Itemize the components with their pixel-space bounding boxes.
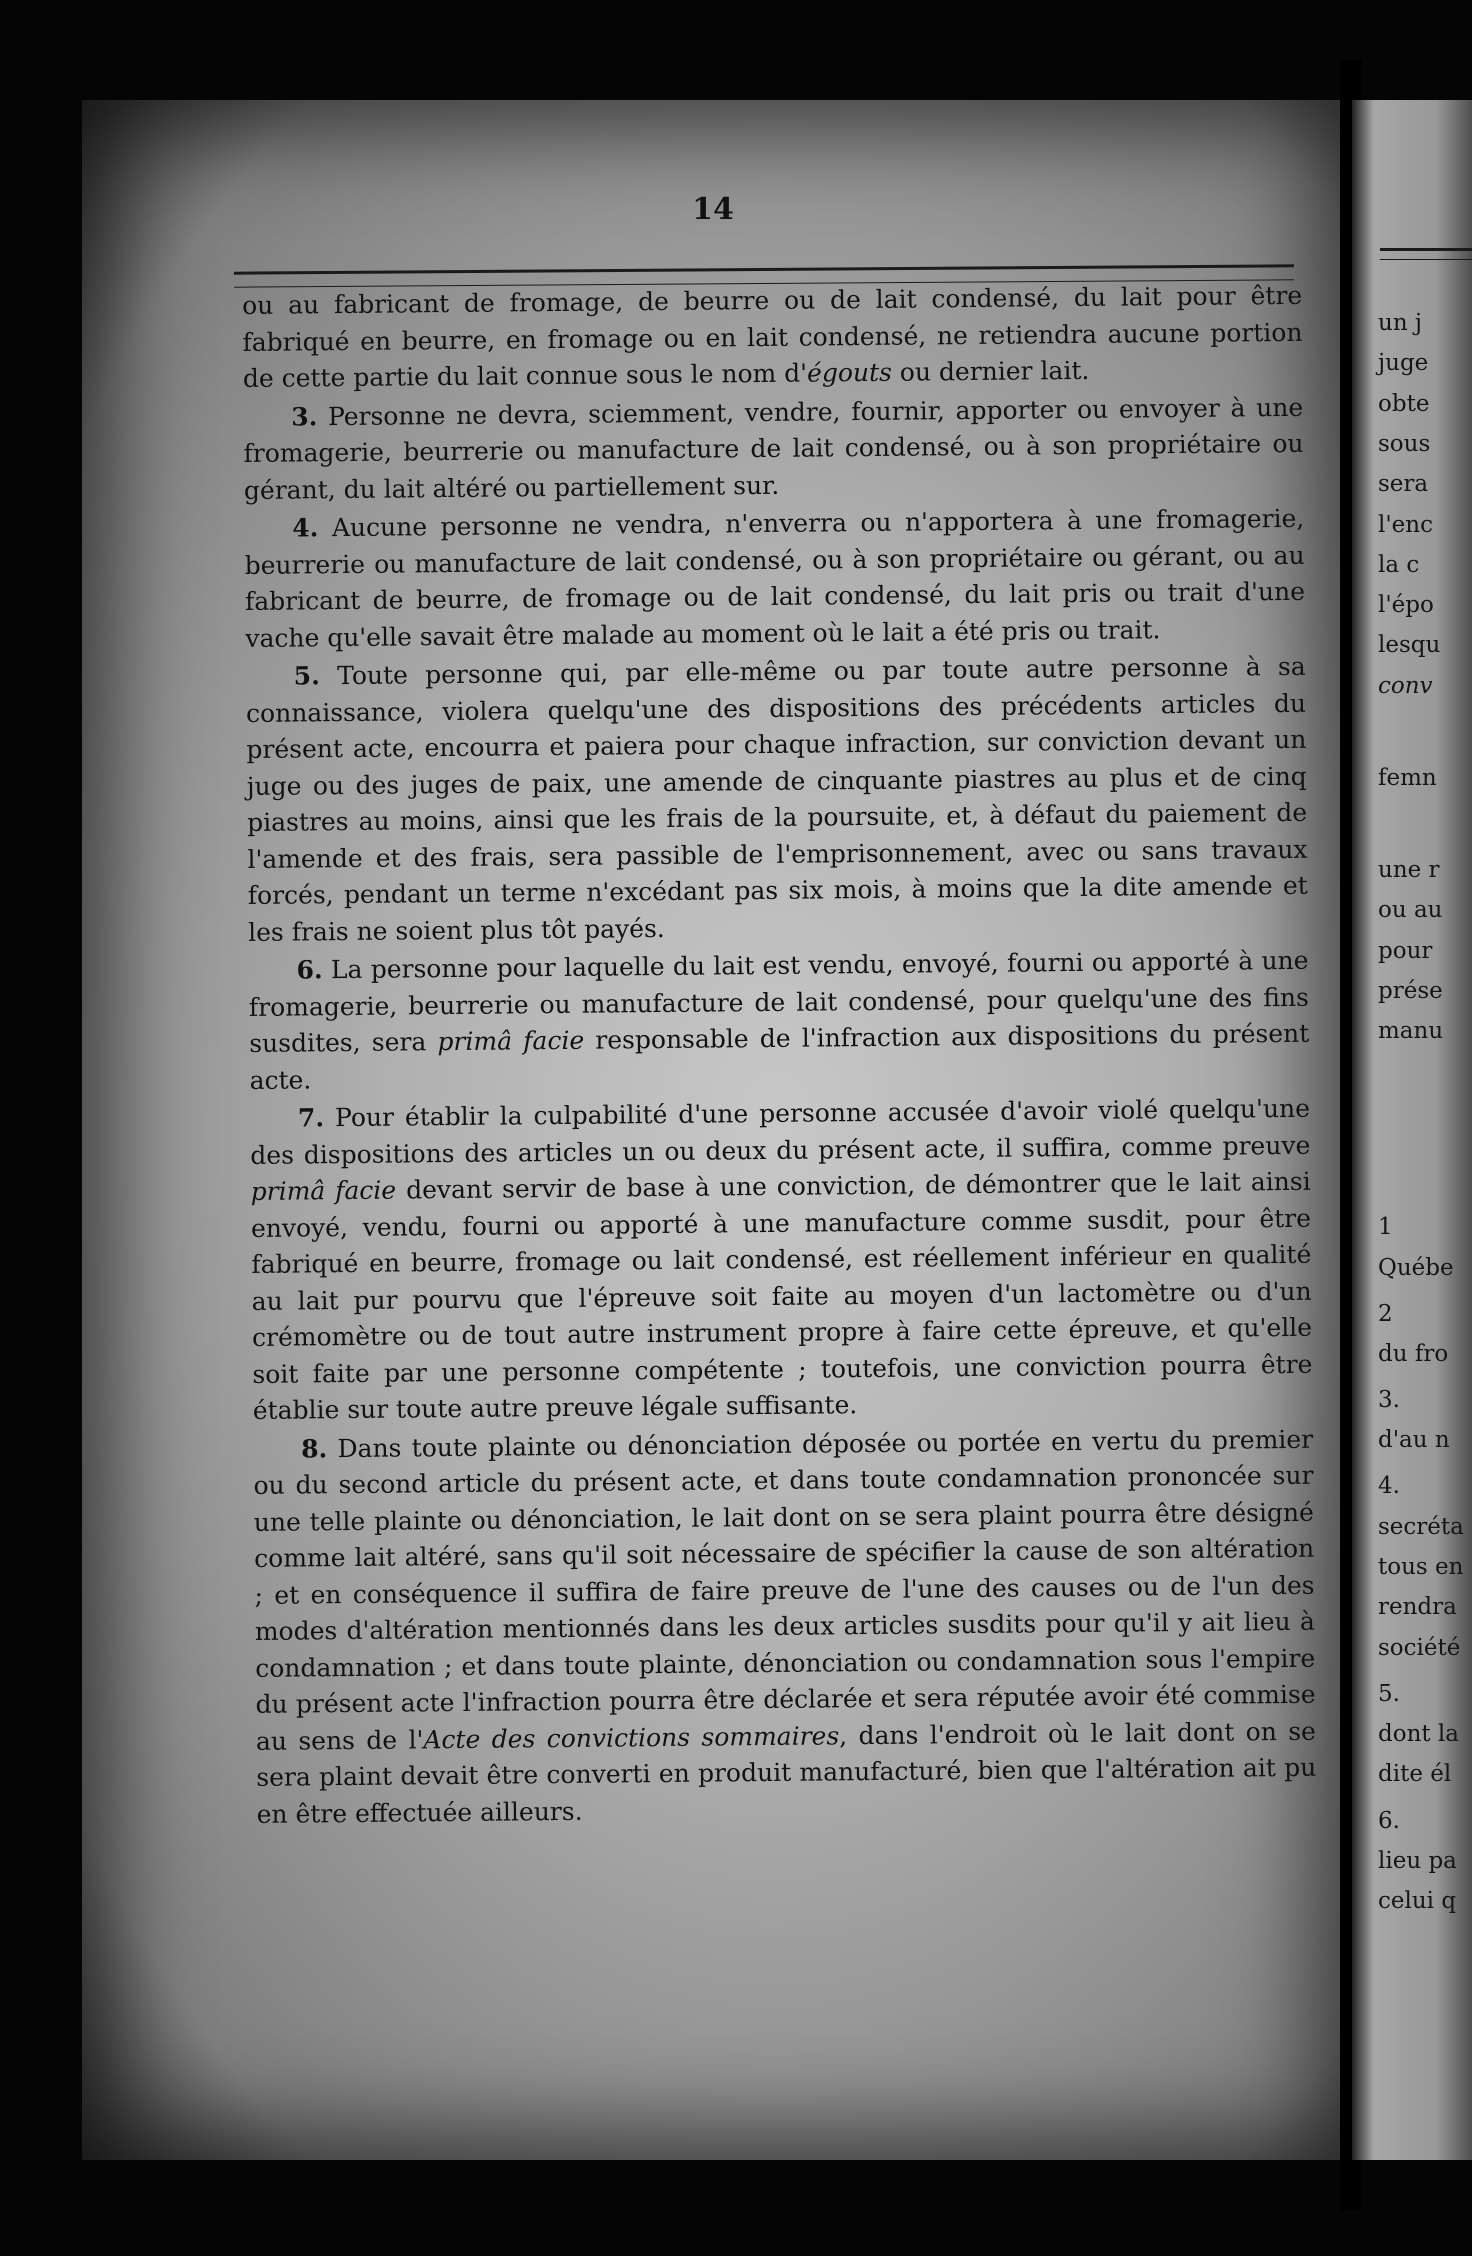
facing-page-fragment: un j: [1378, 309, 1423, 336]
facing-page-fragment: du fro: [1378, 1340, 1449, 1367]
paragraph: [250, 1091, 1313, 1430]
facing-page-fragment: une r: [1378, 857, 1440, 884]
paragraph-text: ou au fabricant de fromage, de beurre ou de lait condensé, du lait pour être fabriqué en beurre, en fromage ou en lait condensé, ne retiendra aucune portion de cette partie du lait connue sous le nom d'égouts ou dernier lait.: [242, 280, 1303, 393]
document-page: [82, 100, 1344, 2160]
facing-page-fragment: manu: [1378, 1018, 1444, 1045]
paragraph: [244, 501, 1305, 657]
facing-page-fragment: 1: [1378, 1214, 1393, 1241]
facing-page-fragment: 5.: [1378, 1680, 1400, 1707]
facing-page-fragment: société: [1378, 1634, 1461, 1661]
facing-page-fragment: 2: [1378, 1300, 1393, 1327]
facing-page-edge: [1352, 100, 1472, 2160]
facing-page-fragment: juge: [1378, 350, 1429, 377]
facing-page-fragment: lieu pa: [1378, 1847, 1457, 1874]
paragraph-text: Toute personne qui, par elle-même ou par toute autre personne à sa connaissance, violera quelqu'une des dispositions des précédents articles du présent acte, encourra et paiera pour chaque infraction, sur conviction devant un juge ou des juges de paix, une amende de cinquante piastres au plus et de cinq piastres au moins, ainsi que les frais de la poursuite, et, à défaut du paiement de l'amende et des frais, sera passible de l'emprisonnement, avec ou sans travaux forcés, pendant un terme n'excédant pas six mois, à moins que la dite amende et les frais ne soient plus tôt payés.: [245, 651, 1308, 947]
facing-page-fragment: obte: [1378, 390, 1430, 417]
paragraph: [253, 1421, 1317, 1833]
facing-page-fragment: 4.: [1378, 1473, 1400, 1500]
facing-page-fragment: dite él: [1378, 1761, 1452, 1788]
article-number: 3.: [291, 401, 318, 432]
paragraph-text: La personne pour laquelle du lait est vendu, envoyé, fourni ou apporté à une fromagerie, beurrerie ou manufacture de lait condensé, pour quelqu'une des fins susdites, sera primâ facie responsable de l'infraction aux dispositions du présent acte.: [248, 945, 1310, 1095]
paragraph: [246, 649, 1309, 951]
facing-page-fragment: femn: [1378, 764, 1437, 791]
paragraph-text: Dans toute plainte ou dénonciation déposée ou portée en vertu du premier ou du second article du présent acte, et dans toute condamnation prononcée sur une telle plainte ou dénonciation, le lait dont on se sera plaint pourra être désigné comme lait altéré, sans qu'il soit nécessaire de spécifier la cause de son altération ; et en conséquence il suffira de faire preuve de l'une des causes ou de l'un des modes d'altération mentionnés dans les deux articles susdits pour qu'il y ait lieu à condamnation ; et dans toute plainte, dénonciation ou condamnation sous l'empire du présent acte l'infraction pourra être déclarée et sera réputée avoir été commise au sens de l'Acte des convictions sommaires, dans l'endroit où le lait dont on se sera plaint devait être converti en produit manufacturé, bien que l'altération ait pu en être effectuée ailleurs.: [253, 1424, 1317, 1829]
facing-page-fragment: 6.: [1378, 1807, 1400, 1834]
facing-page-fragment: ou au: [1378, 897, 1443, 924]
facing-page-fragment: tous en: [1378, 1554, 1464, 1581]
facing-page-fragment: rendra: [1378, 1594, 1457, 1621]
facing-page-fragment: conv: [1378, 672, 1433, 699]
facing-page-fragment: secréta: [1378, 1513, 1464, 1540]
paragraph-text: Pour établir la culpabilité d'une personne accusée d'avoir violé quelqu'une des dispositions des articles un ou deux du présent acte, il suffira, comme preuve primâ facie devant servir de base à une conviction, de démontrer que le lait ainsi envoyé, vendu, fourni ou apporté à une manufacture comme susdit, pour être fabriqué en beurre, fromage ou lait condensé, est réellement inférieur en qualité au lait pur pourvu que l'épreuve soit faite au moyen d'un lactomètre ou d'un crémomètre ou de tout autre instrument propre à faire cette épreuve, et qu'elle soit faite par une personne compétente ; toutefois, une conviction pourra être établie sur toute autre preuve légale suffisante.: [250, 1093, 1313, 1425]
paragraph: [248, 943, 1309, 1099]
facing-page-fragment: Québe: [1378, 1254, 1454, 1281]
facing-page-fragment: 3.: [1378, 1387, 1400, 1414]
page-number: 14: [692, 192, 734, 227]
body-text: [242, 278, 1317, 1835]
facing-page-fragment: l'épo: [1378, 592, 1434, 619]
facing-page-fragment: sera: [1378, 471, 1429, 498]
facing-page-fragment: sous: [1378, 430, 1431, 457]
facing-page-fragment: dont la: [1378, 1721, 1460, 1748]
article-number: 4.: [292, 513, 319, 543]
paragraph-text: Personne ne devra, sciemment, vendre, fournir, apporter ou envoyer à une fromagerie, beurrerie ou manufacture de lait condensé, ou à son propriétaire ou gérant, du lait altéré ou partiellement sur.: [243, 392, 1304, 505]
paragraph: [243, 389, 1304, 509]
facing-page-fragment: pour: [1378, 937, 1433, 964]
facing-page-fragment: lesqu: [1378, 632, 1441, 659]
article-number: 8.: [301, 1433, 328, 1463]
paragraph-text: Aucune personne ne vendra, n'enverra ou n'apportera à une fromagerie, beurrerie ou manufacture de lait condensé, ou à son propriétaire ou gérant, ou au fabricant de beurre, de fromage ou de lait condensé, du lait pris ou trait d'une vache qu'elle savait être malade au moment où le lait a été pris ou trait.: [244, 503, 1306, 653]
paragraph: [242, 278, 1303, 398]
article-number: 7.: [297, 1103, 325, 1133]
facing-page-fragment: celui q: [1378, 1888, 1457, 1915]
article-number: 5.: [293, 661, 320, 691]
article-number: 6.: [296, 955, 323, 985]
facing-page-fragment: d'au n: [1378, 1427, 1450, 1454]
facing-page-fragment: la c: [1378, 551, 1420, 578]
facing-page-fragment: l'enc: [1378, 511, 1433, 538]
facing-page-rule: [1380, 248, 1472, 260]
facing-page-fragment: prése: [1378, 978, 1443, 1005]
